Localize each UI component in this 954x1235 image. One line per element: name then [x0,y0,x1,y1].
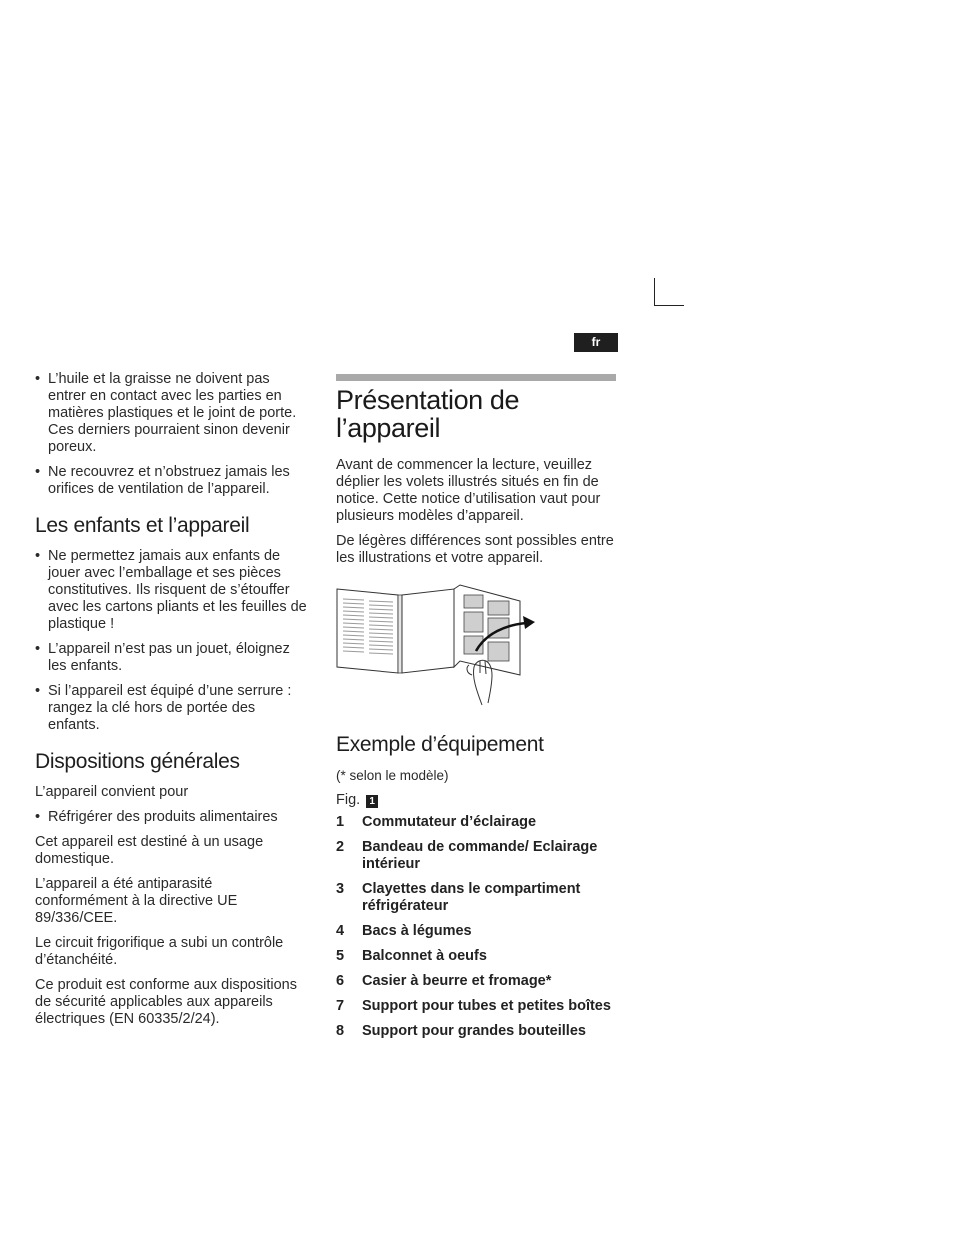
item-number: 4 [336,923,345,939]
item-number: 7 [336,998,345,1014]
list-item: • L’huile et la graisse ne doivent pas entrer en contact avec les parties en matières plastiques et le joint de porte. Ces derniers pourraient sinon devenir poreux. [35,371,307,456]
title-rule [336,374,616,381]
general-intro: L’appareil convient pour [35,784,189,800]
item-text: Clayettes dans le compartiment réfrigérateur [362,881,581,914]
crop-mark-horizontal [654,305,684,306]
paragraph: Ce produit est conforme aux dispositions de sécurité applicables aux appareils électriques (EN 60335/2/24). [35,977,297,1027]
list-item: • Ne recouvrez et n’obstruez jamais les orifices de ventilation de l’appareil. [35,464,307,498]
paragraph: De légères différences sont possibles entre les illustrations et votre appareil. [336,533,614,566]
left-column [35,371,307,1036]
item-text: Support pour tubes et petites boîtes [362,998,611,1014]
paragraph: Cet appareil est destiné à un usage domestique. [35,834,264,867]
list-item [336,814,618,831]
item-text: Balconnet à oeufs [362,948,487,964]
list-item [336,839,618,873]
item-text: Commutateur d’éclairage [362,814,537,830]
list-item [336,881,618,915]
equipment-list [336,814,618,1040]
list-item [336,998,618,1015]
figure-label: Fig. [336,792,361,808]
children-bullet-list [35,548,307,734]
item-number: 3 [336,881,345,897]
item-number: 2 [336,839,345,855]
paragraph: Avant de commencer la lecture, veuillez déplier les volets illustrés situés en fin de notice. Cette notice d’utilisation vaut pour plusieurs modèles d’appareil. [336,457,601,524]
list-item: • Si l’appareil est équipé d’une serrure : rangez la clé hors de portée des enfants. [35,683,307,734]
item-number: 5 [336,948,345,964]
item-text: Bacs à légumes [362,923,472,939]
crop-mark-vertical [654,278,655,306]
equipment-heading: Exemple d’équipement [336,733,544,756]
list-item [336,973,618,990]
item-text: Casier à beurre et fromage* [362,973,552,989]
children-heading: Les enfants et l’appareil [35,514,250,537]
general-bullet-list [35,809,307,826]
list-item [336,948,618,965]
list-item [336,1023,618,1040]
language-tab: fr [574,333,618,352]
unfold-pages-illustration [336,581,536,709]
equipment-note: (* selon le modèle) [336,768,449,783]
page-title: Présentation de l’appareil [336,385,520,443]
item-number: 1 [336,814,345,830]
paragraph: Le circuit frigorifique a subi un contrôle d’étanchéité. [35,935,284,968]
item-number: 8 [336,1023,345,1039]
list-item: • Réfrigérer des produits alimentaires [35,809,307,826]
item-text: Bandeau de commande/ Eclairage intérieur [362,839,598,872]
figure-reference [336,792,618,809]
general-heading: Dispositions générales [35,750,240,773]
list-item: • Ne permettez jamais aux enfants de jouer avec l’emballage et ses pièces constitutives. Ils risquent de s’étouffer avec les cartons pliants et les feuilles de plastique ! [35,548,307,633]
right-column [336,374,618,1048]
item-number: 6 [336,973,345,989]
list-item [336,923,618,940]
paragraph: L’appareil a été antiparasité conformément à la directive UE 89/336/CEE. [35,876,238,926]
intro-bullet-list [35,371,307,498]
list-item: • L’appareil n’est pas un jouet, éloignez les enfants. [35,641,307,675]
item-text: Support pour grandes bouteilles [362,1023,586,1039]
figure-number-badge: 1 [366,795,378,808]
